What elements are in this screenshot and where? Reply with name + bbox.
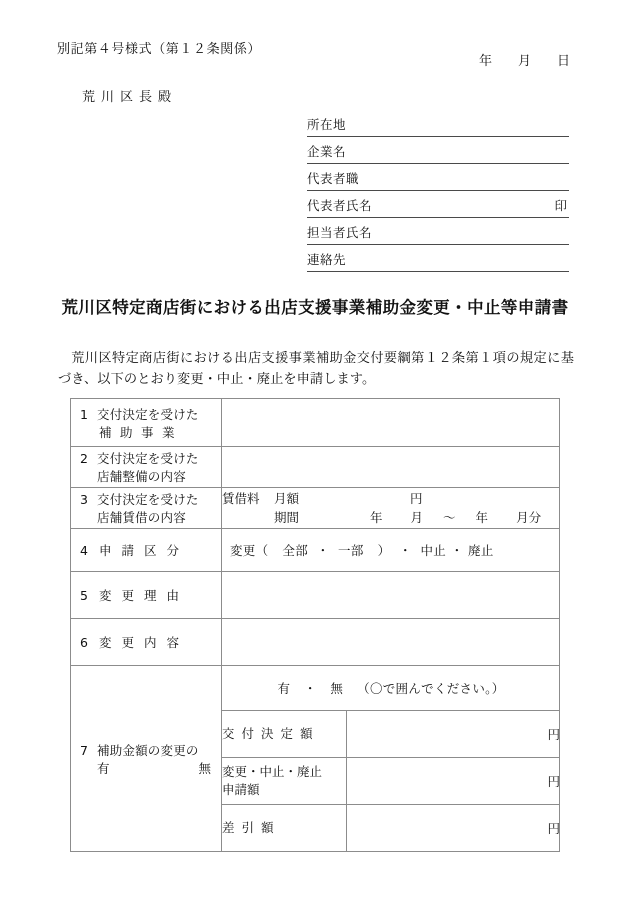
table-row	[71, 447, 560, 488]
yesno-instruction: （〇で囲んでください。）	[357, 681, 505, 696]
option-separator-2: ・	[399, 543, 412, 558]
row-3-label-line1: 交付決定を受けた	[97, 492, 199, 507]
row-5-label-cell	[71, 572, 222, 619]
row-5-number: 5	[80, 588, 88, 603]
row-4-number: 4	[80, 543, 88, 558]
date-day-label: 日	[556, 54, 570, 69]
applicant-field-rep-name[interactable]	[307, 191, 569, 218]
amount-value-difference[interactable]	[346, 805, 560, 852]
yesno-row	[222, 666, 560, 711]
row-7-label-yes: 有	[97, 760, 110, 776]
rent-fee-label: 賃借料	[222, 490, 260, 506]
row-1-label-line1: 交付決定を受けた	[97, 406, 199, 422]
table-row	[71, 399, 560, 447]
rent-detail-grid	[222, 489, 559, 528]
row-6-label: 変更内容	[99, 635, 190, 650]
applicant-label-rep-title: 代表者職	[307, 171, 360, 186]
rent-monthly-row	[222, 489, 559, 508]
rent-period-month-to: 月分	[516, 510, 542, 525]
option-change[interactable]: 変更（	[230, 543, 269, 558]
row-2-number: 2	[80, 451, 88, 466]
rent-period-month-from: 月	[410, 510, 424, 525]
row-6-number: 6	[80, 635, 88, 650]
amount-label-requested-line2: 申請額	[222, 782, 260, 797]
amount-label-decided: 交付決定額	[222, 711, 346, 758]
row-1-label-line2: 補助事業	[99, 424, 184, 440]
amount-value-decided[interactable]	[346, 711, 560, 758]
row-6-value-cell[interactable]	[222, 619, 560, 666]
applicant-info-block	[307, 110, 569, 272]
yesno-separator: ・	[303, 681, 317, 696]
rent-monthly-unit: 円	[410, 490, 423, 506]
row-4-label-cell	[71, 529, 222, 572]
row-1-number: 1	[80, 406, 88, 422]
row-1-value-cell[interactable]	[222, 399, 560, 447]
amount-unit-difference: 円	[547, 821, 561, 836]
rent-period-label: 期間	[274, 510, 300, 525]
applicant-field-rep-title[interactable]	[307, 164, 569, 191]
lead-paragraph: 荒川区特定商店街における出店支援事業補助金交付要綱第１２条第１項の規定に基づき、以下のとおり変更・中止・廃止を申請します。	[58, 351, 574, 388]
amount-unit-decided: 円	[547, 727, 561, 742]
rent-period-tilde: ～	[443, 510, 456, 525]
row-7-number: 7	[80, 742, 88, 758]
table-row	[71, 572, 560, 619]
row-2-value-cell[interactable]	[222, 447, 560, 488]
row-4-value-cell	[222, 529, 560, 572]
row-2-label-line2: 店舗整備の内容	[97, 469, 186, 484]
addressee: 荒川区長殿	[82, 90, 178, 105]
row-6-label-cell	[71, 619, 222, 666]
applicant-field-contact[interactable]	[307, 245, 569, 272]
row-5-label: 変更理由	[99, 588, 190, 603]
applicant-field-contact-name[interactable]	[307, 218, 569, 245]
date-line	[479, 50, 570, 69]
row-7-label-cell	[71, 666, 222, 852]
form-code: 別記第４号様式（第１２条関係）	[57, 42, 262, 57]
applicant-label-contact: 連絡先	[307, 252, 347, 267]
amount-value-requested[interactable]	[346, 758, 560, 805]
row-3-value-cell[interactable]	[222, 488, 560, 529]
table-row	[71, 666, 560, 852]
option-stop[interactable]: 中止	[420, 543, 447, 558]
yesno-cell	[222, 666, 560, 711]
table-row	[71, 488, 560, 529]
option-separator-3: ・	[450, 543, 464, 558]
row-7-label-no: 無	[198, 760, 211, 776]
applicant-label-rep-name: 代表者氏名	[307, 198, 373, 213]
row-7-label-line1: 補助金額の変更の	[97, 742, 199, 758]
amount-label-requested-line1: 変更・中止・廃止	[222, 763, 323, 779]
date-year-label: 年	[478, 54, 492, 69]
row-2-label-cell	[71, 447, 222, 488]
rent-period-year-to: 年	[475, 510, 489, 525]
applicant-field-company[interactable]	[307, 137, 569, 164]
amount-row-difference	[222, 805, 560, 852]
row-5-value-cell[interactable]	[222, 572, 560, 619]
table-row	[71, 619, 560, 666]
row-2-label-line1: 交付決定を受けた	[97, 451, 199, 466]
row-3-label-line2: 店舗賃借の内容	[97, 510, 186, 525]
row-1-label-cell	[71, 399, 222, 447]
application-table	[70, 398, 560, 852]
subsidy-change-subtable	[222, 666, 560, 851]
applicant-label-company: 企業名	[307, 144, 347, 159]
option-close-paren: ）	[377, 543, 391, 558]
page-title: 荒川区特定商店街における出店支援事業補助金変更・中止等申請書	[61, 298, 569, 317]
amount-row-decided	[222, 711, 560, 758]
applicant-field-location[interactable]	[307, 110, 569, 137]
amount-label-requested	[222, 758, 346, 805]
option-separator-1: ・	[316, 543, 330, 558]
amount-row-requested	[222, 758, 560, 805]
row-3-label-cell	[71, 488, 222, 529]
rent-monthly-label: 月額	[274, 490, 300, 506]
yesno-option-yes[interactable]: 有	[277, 681, 291, 696]
applicant-label-contact-name: 担当者氏名	[307, 225, 373, 240]
date-month-label: 月	[517, 54, 531, 69]
rent-period-year-from: 年	[370, 510, 383, 525]
option-all[interactable]: 全部	[282, 543, 309, 558]
row-3-number: 3	[80, 492, 88, 507]
row-7-body-cell	[222, 666, 560, 852]
yesno-option-no[interactable]: 無	[330, 681, 344, 696]
table-row	[71, 529, 560, 572]
rent-period-row	[222, 508, 559, 527]
row-4-label: 申請区分	[99, 543, 190, 558]
seal-mark-icon: 印	[554, 198, 567, 213]
applicant-label-location: 所在地	[307, 117, 347, 132]
option-abolish[interactable]: 廃止	[468, 543, 494, 558]
amount-label-difference: 差引額	[222, 805, 346, 852]
option-part[interactable]: 一部	[338, 543, 364, 558]
application-category-options	[222, 541, 559, 559]
amount-unit-requested: 円	[547, 774, 561, 789]
